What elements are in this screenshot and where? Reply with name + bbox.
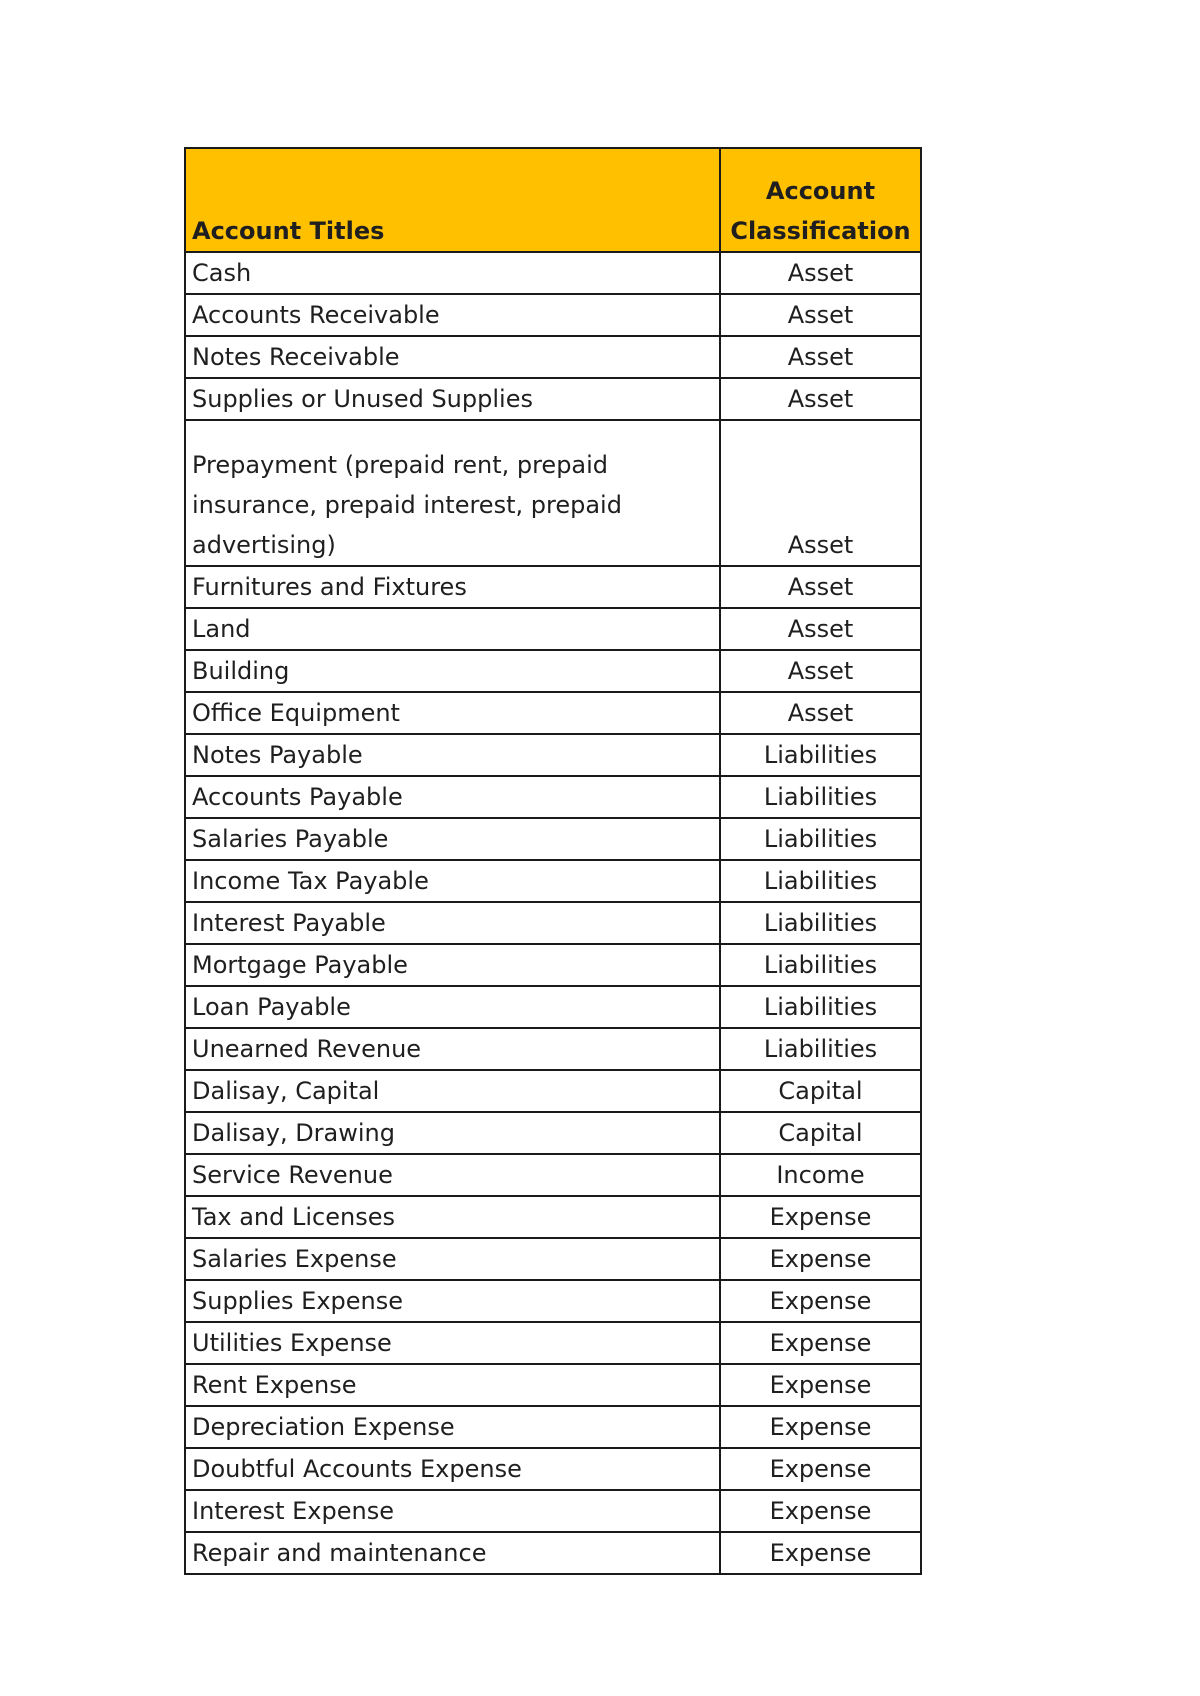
table-row	[185, 1154, 921, 1196]
account-title-cell: Salaries Payable	[185, 818, 720, 860]
table-row	[185, 734, 921, 776]
account-title-cell: Building	[185, 650, 720, 692]
table-row	[185, 1406, 921, 1448]
account-title-cell: Land	[185, 608, 720, 650]
account-classification-cell: Liabilities	[720, 734, 921, 776]
table-row	[185, 1364, 921, 1406]
table-row	[185, 776, 921, 818]
account-title-cell: Accounts Receivable	[185, 294, 720, 336]
account-title-cell: Dalisay, Capital	[185, 1070, 720, 1112]
table-body	[185, 252, 921, 1574]
account-classification-cell: Expense	[720, 1196, 921, 1238]
account-classification-cell: Liabilities	[720, 1028, 921, 1070]
table-row	[185, 650, 921, 692]
account-classification-cell: Expense	[720, 1490, 921, 1532]
account-classification-table	[184, 147, 922, 1575]
table-row	[185, 1070, 921, 1112]
account-classification-cell: Liabilities	[720, 944, 921, 986]
table-row	[185, 1238, 921, 1280]
account-title-cell: Cash	[185, 252, 720, 294]
table-row	[185, 336, 921, 378]
table-row	[185, 902, 921, 944]
table-row	[185, 294, 921, 336]
account-classification-cell: Asset	[720, 336, 921, 378]
table-row	[185, 608, 921, 650]
account-title-cell: Supplies Expense	[185, 1280, 720, 1322]
account-classification-cell: Income	[720, 1154, 921, 1196]
account-classification-cell: Expense	[720, 1532, 921, 1574]
account-classification-cell: Asset	[720, 252, 921, 294]
account-title-cell: Dalisay, Drawing	[185, 1112, 720, 1154]
account-classification-cell: Capital	[720, 1112, 921, 1154]
account-classification-cell: Asset	[720, 420, 921, 566]
account-title-cell: Prepayment (prepaid rent, prepaid insurance, prepaid interest, prepaid advertising)	[185, 420, 720, 566]
table-row	[185, 986, 921, 1028]
account-title-cell: Loan Payable	[185, 986, 720, 1028]
table-row	[185, 818, 921, 860]
account-classification-cell: Liabilities	[720, 860, 921, 902]
table-row	[185, 252, 921, 294]
header-row	[185, 148, 921, 252]
account-titles-header: Account Titles	[185, 148, 720, 252]
account-classification-cell: Liabilities	[720, 902, 921, 944]
account-title-cell: Office Equipment	[185, 692, 720, 734]
account-title-cell: Salaries Expense	[185, 1238, 720, 1280]
account-title-cell: Furnitures and Fixtures	[185, 566, 720, 608]
account-classification-cell: Expense	[720, 1448, 921, 1490]
table-header	[185, 148, 921, 252]
account-title-cell: Income Tax Payable	[185, 860, 720, 902]
account-title-cell: Notes Payable	[185, 734, 720, 776]
account-classification-cell: Liabilities	[720, 776, 921, 818]
account-classification-cell: Liabilities	[720, 986, 921, 1028]
account-title-cell: Mortgage Payable	[185, 944, 720, 986]
account-title-cell: Repair and maintenance	[185, 1532, 720, 1574]
account-classification-cell: Expense	[720, 1280, 921, 1322]
account-classification-cell: Liabilities	[720, 818, 921, 860]
table-row	[185, 944, 921, 986]
account-classification-cell: Asset	[720, 692, 921, 734]
account-title-cell: Utilities Expense	[185, 1322, 720, 1364]
table-row	[185, 1112, 921, 1154]
account-classification-cell: Asset	[720, 608, 921, 650]
account-title-cell: Interest Expense	[185, 1490, 720, 1532]
table-row	[185, 1448, 921, 1490]
account-title-cell: Service Revenue	[185, 1154, 720, 1196]
table-row	[185, 420, 921, 566]
account-classification-cell: Asset	[720, 650, 921, 692]
table-row	[185, 1532, 921, 1574]
account-title-cell: Tax and Licenses	[185, 1196, 720, 1238]
account-classification-cell: Asset	[720, 378, 921, 420]
table-row	[185, 692, 921, 734]
account-classification-cell: Capital	[720, 1070, 921, 1112]
account-title-cell: Interest Payable	[185, 902, 720, 944]
account-title-cell: Doubtful Accounts Expense	[185, 1448, 720, 1490]
table-row	[185, 1196, 921, 1238]
table-row	[185, 566, 921, 608]
account-title-cell: Notes Receivable	[185, 336, 720, 378]
account-classification-cell: Expense	[720, 1322, 921, 1364]
table-row	[185, 1280, 921, 1322]
table-row	[185, 1322, 921, 1364]
account-classification-cell: Expense	[720, 1364, 921, 1406]
account-title-cell: Accounts Payable	[185, 776, 720, 818]
account-classification-cell: Asset	[720, 566, 921, 608]
account-title-cell: Depreciation Expense	[185, 1406, 720, 1448]
table-row	[185, 1028, 921, 1070]
account-classification-cell: Expense	[720, 1238, 921, 1280]
account-classification-cell: Expense	[720, 1406, 921, 1448]
table-row	[185, 860, 921, 902]
table-row	[185, 378, 921, 420]
account-title-cell: Unearned Revenue	[185, 1028, 720, 1070]
account-classification-cell: Asset	[720, 294, 921, 336]
table-row	[185, 1490, 921, 1532]
account-classification-header: Account Classification	[720, 148, 921, 252]
account-title-cell: Rent Expense	[185, 1364, 720, 1406]
account-title-cell: Supplies or Unused Supplies	[185, 378, 720, 420]
